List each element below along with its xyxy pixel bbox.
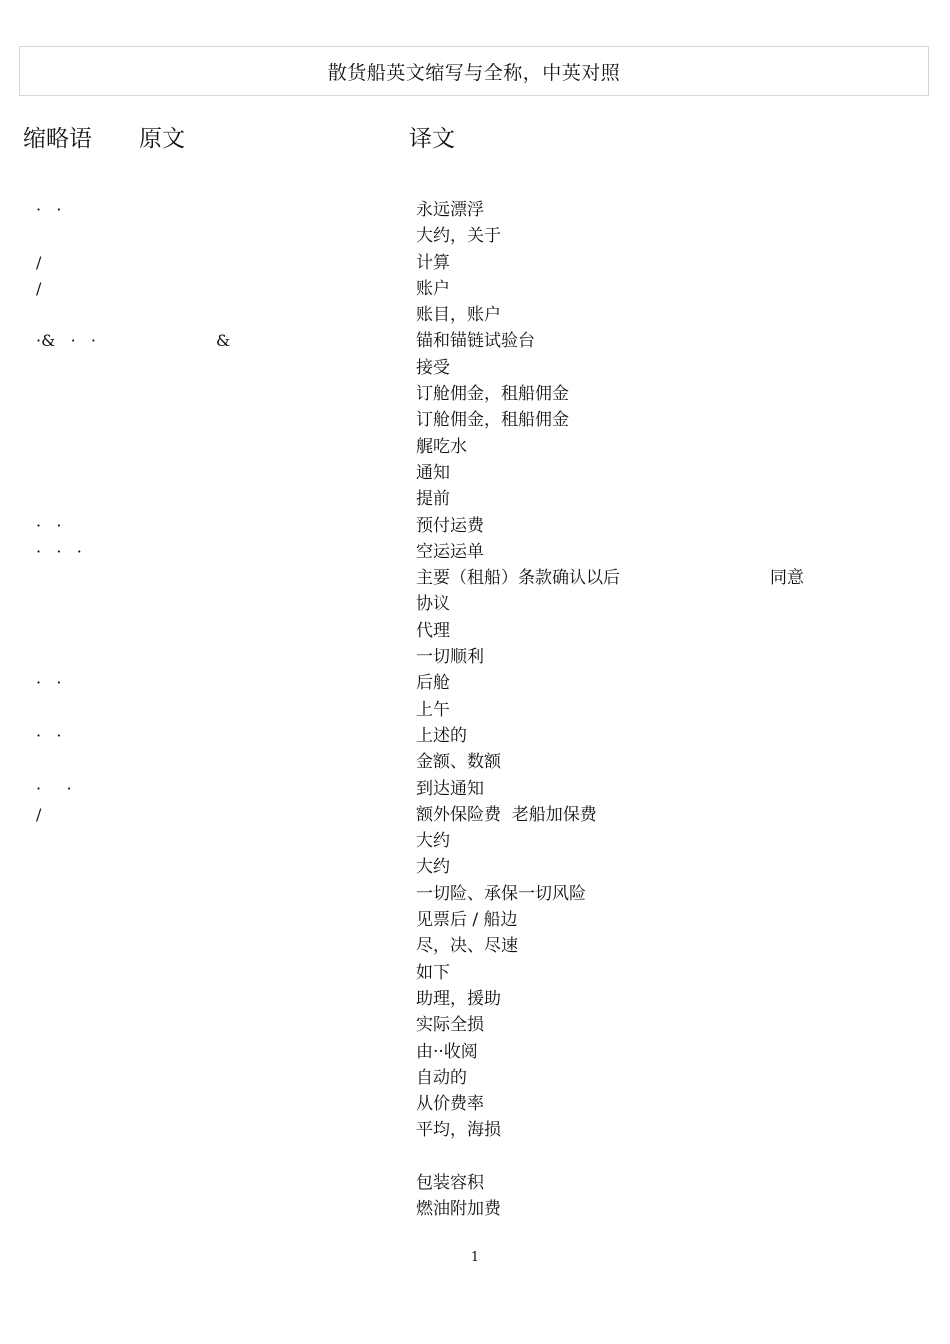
glossary-row [0, 250, 950, 276]
translation-cell: 大约 [416, 857, 450, 878]
translation-cell: 协议 [416, 594, 450, 615]
glossary-row [0, 565, 950, 591]
glossary-row [0, 197, 950, 223]
glossary-row [0, 670, 950, 696]
glossary-row [0, 223, 950, 249]
translation-cell: 订舱佣金，租船佣金 [416, 410, 569, 431]
translation-cell: 预付运费 [416, 515, 484, 536]
glossary-row [0, 960, 950, 986]
translation-cell: 由··收阅 [416, 1041, 478, 1062]
translation-cell: 接受 [416, 357, 450, 378]
translation-cell: 大约，关于 [416, 226, 501, 247]
abbreviation-cell: · · [36, 515, 62, 535]
glossary-row [0, 1065, 950, 1091]
glossary-row [0, 697, 950, 723]
translation-cell: 锚和锚链试验台 [416, 331, 535, 352]
translation-cell: 提前 [416, 489, 450, 510]
document-title [19, 46, 929, 96]
glossary-row [0, 933, 950, 959]
translation-cell: 实际全损 [416, 1015, 484, 1036]
glossary-row [0, 644, 950, 670]
glossary-row [0, 302, 950, 328]
translation-cell: 主要（租船）条款确认以后 [416, 568, 620, 589]
translation-cell: 上述的 [416, 725, 467, 746]
translation-cell: 到达通知 [416, 778, 484, 799]
glossary-row [0, 513, 950, 539]
translation-cell: 艉吃水 [416, 436, 467, 457]
translation-cell: 如下 [416, 962, 450, 983]
header-abbreviation: 缩略语 [23, 126, 92, 152]
translation-cell: 金额、数额 [416, 752, 501, 773]
glossary-row [0, 276, 950, 302]
translation-cell: 尽，决、尽速 [416, 936, 518, 957]
page-number: 1 [470, 1250, 480, 1265]
translation-cell: 订舱佣金，租船佣金 [416, 384, 569, 405]
glossary-row [0, 723, 950, 749]
abbreviation-cell: · · [36, 673, 62, 693]
glossary-row [0, 539, 950, 565]
abbreviation-cell: · · [36, 725, 62, 745]
translation-cell: 平均，海损 [416, 1120, 501, 1141]
glossary-row [0, 381, 950, 407]
glossary-row [0, 460, 950, 486]
abbreviation-cell: / [36, 804, 42, 824]
translation-cell: 通知 [416, 462, 450, 483]
glossary-row [0, 907, 950, 933]
glossary-row [0, 1117, 950, 1143]
translation-cell: 账目，账户 [416, 305, 501, 326]
translation-cell: 见票后 / 船边 [416, 910, 518, 931]
translation-cell: 计算 [416, 252, 450, 273]
glossary-list [0, 197, 950, 1223]
extra-note-cell: 同意 [770, 568, 804, 589]
translation-cell: 一切险、承保一切风险 [416, 883, 586, 904]
translation-cell: 从价费率 [416, 1094, 484, 1115]
glossary-row [0, 1039, 950, 1065]
document-title-text: 散货船英文缩写与全称，中英对照 [327, 61, 621, 84]
translation-cell: 燃油附加费 [416, 1199, 501, 1220]
glossary-row [0, 1170, 950, 1196]
glossary-row [0, 328, 950, 354]
translation-cell: 自动的 [416, 1067, 467, 1088]
glossary-row [0, 407, 950, 433]
glossary-row [0, 1012, 950, 1038]
glossary-row [0, 591, 950, 617]
abbreviation-cell: · · [36, 778, 72, 798]
abbreviation-cell: / [36, 252, 42, 272]
glossary-row [0, 854, 950, 880]
translation-cell: 空运运单 [416, 541, 484, 562]
glossary-row [0, 986, 950, 1012]
original-cell: & [216, 331, 231, 351]
glossary-row [0, 881, 950, 907]
abbreviation-cell: · · · [36, 541, 82, 561]
glossary-row [0, 1091, 950, 1117]
glossary-row [0, 618, 950, 644]
glossary-row [0, 828, 950, 854]
glossary-row [0, 434, 950, 460]
glossary-row [0, 486, 950, 512]
glossary-row [0, 749, 950, 775]
abbreviation-cell: · · [36, 200, 62, 219]
translation-cell: 代理 [416, 620, 450, 641]
glossary-row [0, 776, 950, 802]
translation-cell: 账户 [416, 278, 450, 299]
glossary-row [0, 355, 950, 381]
translation-cell: 一切顺利 [416, 647, 484, 668]
glossary-row [0, 802, 950, 828]
abbreviation-cell: ·& · · [36, 331, 97, 351]
translation-cell: 后舱 [416, 673, 450, 694]
abbreviation-cell: / [36, 278, 42, 298]
header-translation: 译文 [409, 126, 455, 152]
glossary-row [0, 1196, 950, 1222]
translation-cell: 大约 [416, 831, 450, 852]
translation-cell: 额外保险费 老船加保费 [416, 804, 597, 825]
translation-cell: 上午 [416, 699, 450, 720]
glossary-row [0, 1144, 950, 1170]
translation-cell: 助理，援助 [416, 988, 501, 1009]
translation-cell: 永远漂浮 [416, 200, 484, 220]
header-original: 原文 [139, 126, 185, 152]
translation-cell: 包装容积 [416, 1172, 484, 1193]
